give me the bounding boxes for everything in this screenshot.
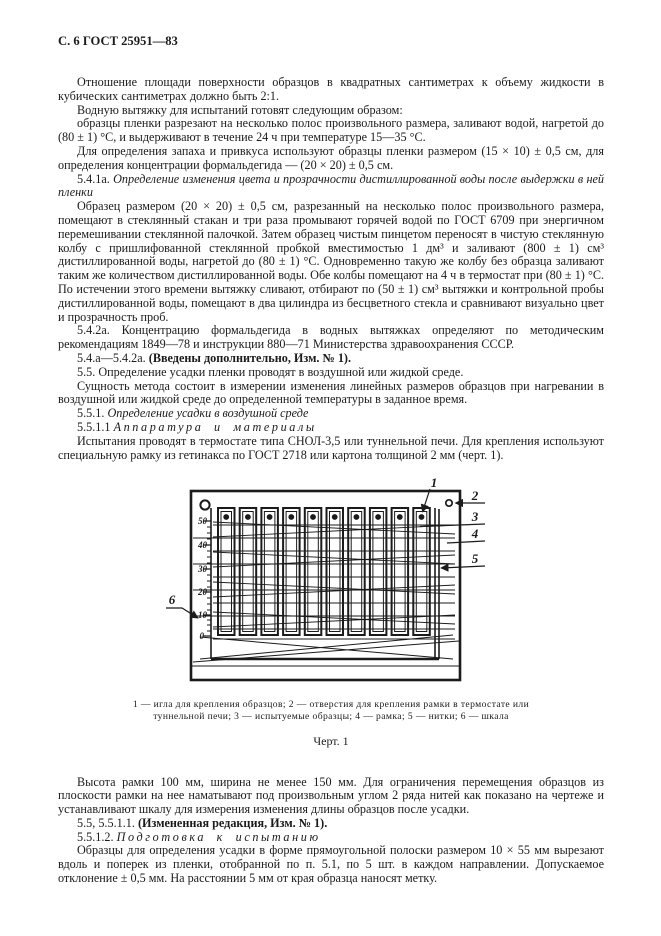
paragraph-formaldehyde: 5.4.2а. Концентрацию формальдегида в водных вытяжках определяют по методическим рекомендациям 1849—78 и инструкции 880—71 Министерства здравоохранения СССР.: [58, 323, 604, 352]
section-number: 5.5.1.2.: [77, 829, 114, 844]
section-5-5: 5.5. Определение усадки пленки проводят в воздушной или жидкой среде.: [77, 364, 464, 379]
document-body: [58, 76, 604, 462]
paragraph-method-essence: Сущность метода состоит в измерении изменения линейных размеров образцов при нагревании в воздушной или жидкой среде до определенной температуры в заданное время.: [58, 378, 604, 407]
paragraph-test-specimens: Образцы для определения усадки в форме прямоугольной полоски размером 10 × 55 мм вырезают вдоль и поперек из пленки, отобранной по п. 5.1, по 5 шт. в каждом направлении. Допускаемое отклонение ± 0,5 мм. На расстоянии 5 мм от края образца наносят метку.: [58, 843, 604, 886]
section-number: 5.5.1.: [77, 406, 105, 421]
paragraph-odor-taste: Для определения запаха и привкуса используют образцы пленки размером (15 × 10) ± 0,5 см, для определения концентрации формальдегида — (20 × 20) ± 0,5 см.: [58, 143, 604, 172]
leader-5: [441, 566, 485, 568]
scale-tick-10: 10: [198, 610, 207, 621]
amendment-note-1: [58, 352, 604, 366]
paragraph-frame-dimensions: Высота рамки 100 мм, ширина не менее 150 мм. Для ограничения перемещения образцов из плоскости рамки на нее наматывают под произвольным углом 2 ряда нитей как показано на чертеже и устанавливают шкалу для измерения изменения длины образцов после усадки.: [58, 774, 604, 817]
callout-4: 4: [471, 526, 479, 542]
callout-6: 6: [168, 592, 176, 608]
section-number: 5.5, 5.5.1.1.: [77, 815, 135, 830]
section-title: Подготовка к испытанию: [116, 829, 321, 844]
threads-bottom-cross: [192, 635, 459, 666]
figure-label: Черт. 1: [313, 733, 349, 748]
leader-4: [447, 541, 485, 543]
callout-5: 5: [471, 551, 479, 567]
section-5-5-1-heading: [58, 407, 604, 421]
section-5-5-1-2-heading: [58, 831, 604, 845]
shrinkage-frame-drawing: [158, 475, 518, 690]
scale-tick-0: 0: [199, 631, 204, 642]
paragraph-ratio: Отношение площади поверхности образцов в квадратных сантиметрах к объему жидкости в кубических сантиметрах должно быть 2:1.: [58, 75, 604, 103]
measuring-scale: [203, 508, 211, 659]
scale-tick-30: 30: [198, 564, 207, 575]
section-number: 5.4.1а.: [77, 171, 110, 186]
page-header: С. 6 ГОСТ 25951—83: [58, 34, 178, 48]
section-number: 5.4.а—5.4.2а.: [77, 350, 146, 365]
scale-tick-40: 40: [198, 540, 207, 551]
paragraph-film-strips: образцы пленки разрезают на несколько полос произвольного размера, заливают водой, нагретой до (80 ± 1) °С, и выдерживают в течение 24 ч при температуре 15—35 °С.: [58, 116, 604, 145]
section-5-4-1a-heading: [58, 173, 604, 201]
amendment-bold: (Измененная редакция, Изм. № 1).: [137, 815, 328, 830]
figure-chert-1: [58, 475, 604, 748]
scale-tick-labels: [197, 516, 208, 641]
callout-2: 2: [471, 488, 479, 504]
section-title: Аппаратура и материалы: [113, 419, 317, 434]
amendment-note-2: [58, 817, 604, 831]
scale-tick-50: 50: [198, 516, 207, 527]
mounting-hole-left: [200, 501, 209, 510]
document-body-after-figure: [58, 776, 604, 886]
amendment-bold: (Введены дополнительно, Изм. № 1).: [148, 350, 352, 365]
section-title: Определение изменения цвета и прозрачности дистиллированной воды после выдержки в ней пленки: [58, 171, 605, 200]
callout-1: 1: [430, 475, 438, 491]
figure-caption: 1 — игла для крепления образцов; 2 — отверстия для крепления рамки в термостате или туннельной печи; 3 — испытуемые образцы; 4 — рамка; 5 — нитки; 6 — шкала: [132, 699, 530, 722]
paragraph-apparatus: Испытания проводят в термостате типа СНОЛ-3,5 или туннельной печи. Для крепления используют специальную рамку из гетинакса по ГОСТ 2718 или картона толщиной 2 мм (черт. 1).: [58, 433, 604, 462]
section-5-5-1-1-heading: [58, 421, 604, 435]
mounting-hole-right: [446, 500, 452, 506]
paragraph-extract-intro: Водную вытяжку для испытаний готовят следующим образом:: [77, 102, 403, 117]
section-title: Определение усадки в воздушной среде: [107, 406, 309, 421]
callout-3: 3: [471, 509, 479, 525]
scale-tick-20: 20: [198, 587, 207, 598]
paragraph-sample-procedure: Образец размером (20 × 20) ± 0,5 см, разрезанный на несколько полос произвольного размера, помещают в стеклянный стакан и три раза промывают горячей водой по ГОСТ 6709 при энергичном перемешивании стеклянной палочкой. Затем образец чистым пинцетом переносят в чистую стеклянную колбу с пришлифованной стеклянной пробкой вместимостью 1 дм³ и заливают (800 ± 1) см³ дистиллированной воды, нагретой до (80 ± 1) °С. Одновременно такую же колбу без образца заливают таким же количеством дистиллированной воды. Обе колбы помещают на 4 ч в термостат при (80 ± 1) °С. По истечении этого времени вытяжку сливают, отбирают по (50 ± 1) см³ вытяжки и контрольной пробы дистиллированной воды, помещают в два цилиндра из бесцветного стекла и сравнивают визуально цвет и прозрачность проб.: [58, 199, 604, 324]
section-number: 5.5.1.1: [77, 419, 111, 434]
